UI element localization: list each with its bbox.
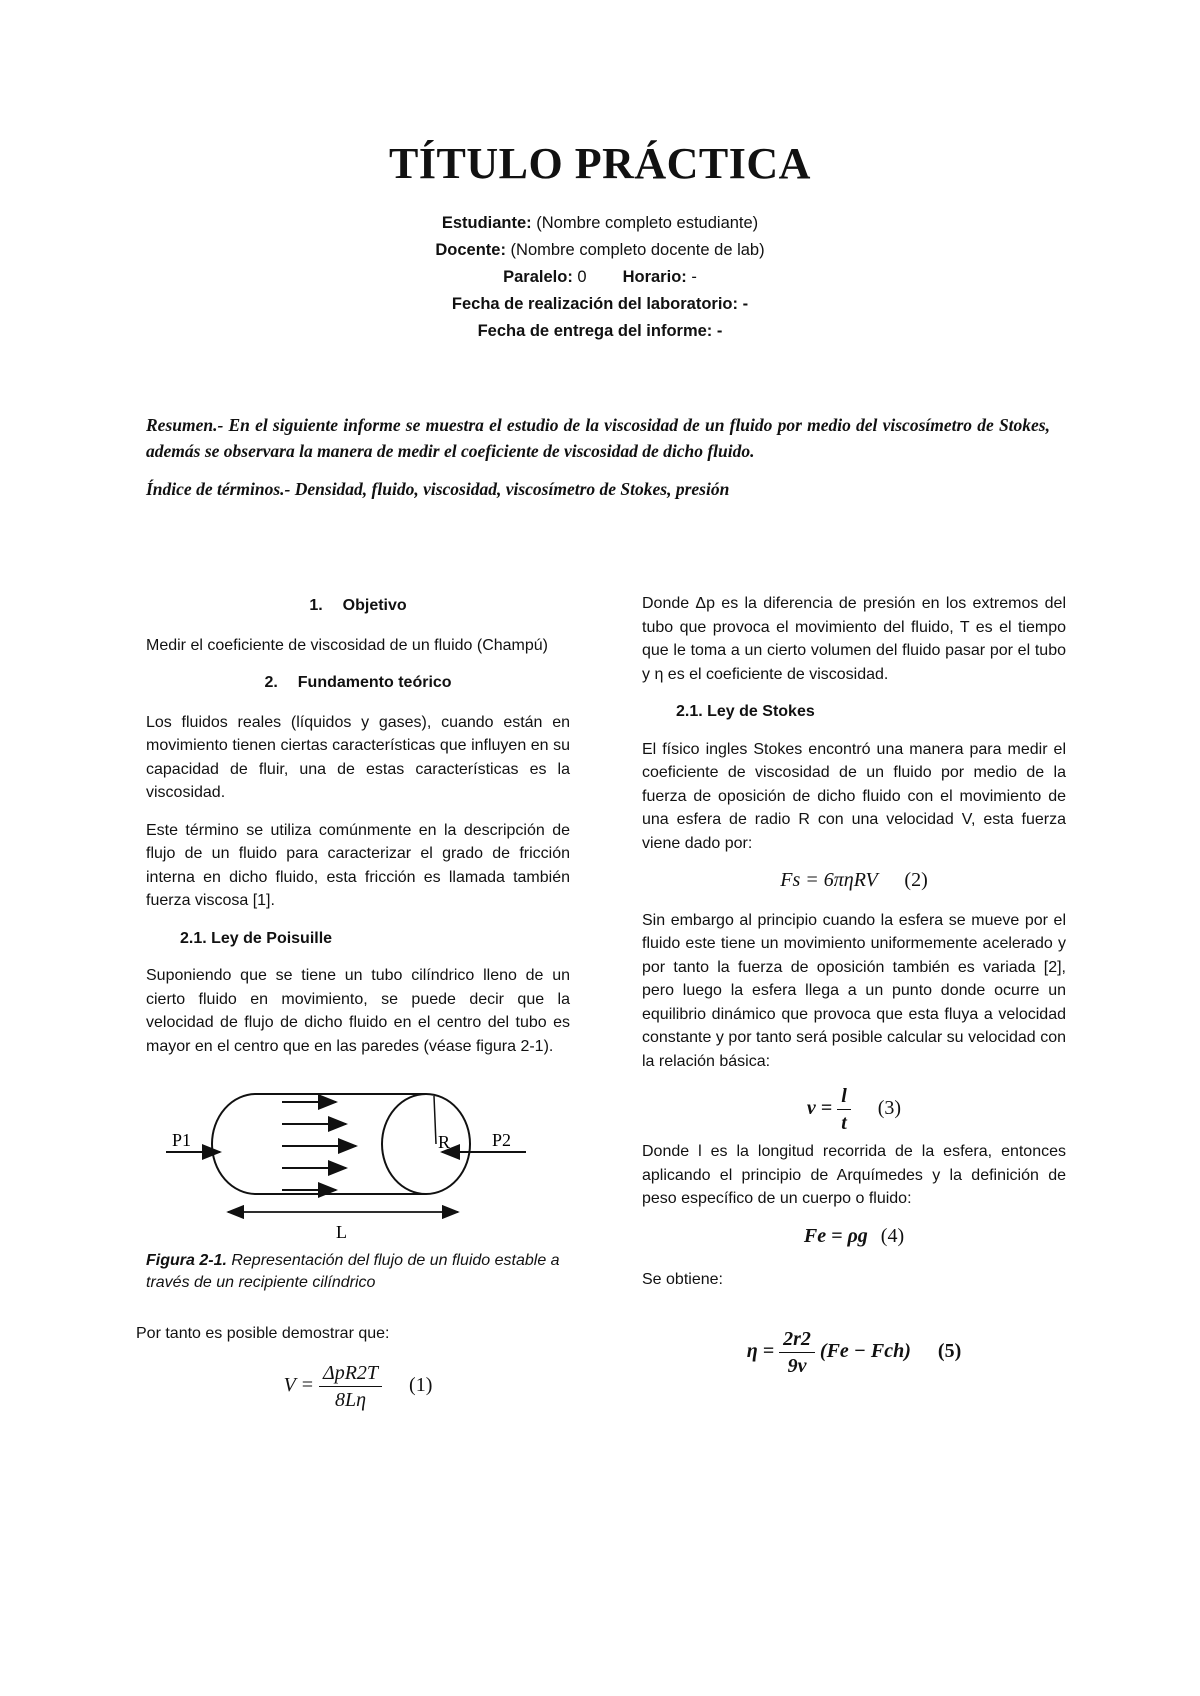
section-title: Fundamento teórico — [297, 674, 452, 691]
eq2-number: (2) — [904, 869, 928, 891]
teacher-line — [0, 237, 1200, 264]
eq3-number: (3) — [877, 1097, 902, 1120]
figure-caption — [146, 1250, 570, 1294]
teacher-value: (Nombre completo docente de lab) — [505, 241, 765, 259]
student-label: Estudiante: — [441, 214, 532, 232]
section-number: 1. — [309, 597, 323, 614]
document-title: TÍTULO PRÁCTICA — [389, 139, 811, 188]
paragraph: Los fluidos reales (líquidos y gases), cuando están en movimiento tienen ciertas características que influyen en su capacidad de fluir, una de estas características es la viscosidad. — [146, 713, 570, 801]
fecha-entrega-value: - — [712, 322, 723, 340]
equation-4 — [642, 1225, 1066, 1249]
fecha-realizacion-value: - — [737, 295, 749, 313]
eq1-fraction — [319, 1360, 382, 1413]
label-p2: P2 — [492, 1130, 512, 1150]
figure-cylinder-flow — [146, 1072, 570, 1242]
section-heading-objetivo — [146, 594, 570, 618]
label-r: R — [438, 1132, 451, 1152]
abstract-resumen: Resumen.- En el siguiente informe se muestra el estudio de la viscosidad de un fluido por medio del viscosímetro de Stokes, además se observara la manera de medir el coeficiente de viscosidad de dicho fluido. — [146, 415, 1050, 461]
eq3-lhs: v = — [806, 1097, 833, 1120]
paralelo-value: 0 — [572, 268, 587, 286]
fecha-entrega-line — [0, 318, 1200, 345]
label-l: L — [336, 1222, 347, 1242]
abstract — [146, 412, 1050, 514]
fecha-realizacion-line — [0, 291, 1200, 318]
paralelo-horario-line — [0, 264, 1200, 291]
right-column — [642, 592, 1066, 1395]
teacher-label: Docente: — [435, 241, 506, 259]
equation-2 — [642, 869, 1066, 893]
fecha-realizacion-label: Fecha de realización del laboratorio: — [451, 295, 738, 313]
eq3-denominator: t — [841, 1112, 847, 1134]
left-column — [136, 594, 570, 1429]
radius-line — [434, 1096, 436, 1144]
eq2-body: Fs = 6πηRV — [780, 869, 878, 891]
student-value: (Nombre completo estudiante) — [531, 214, 759, 232]
section-title: Objetivo — [342, 597, 407, 614]
eq4-body: Fe = ρg — [803, 1224, 868, 1247]
equation-3 — [642, 1083, 1066, 1136]
eq3-fraction — [837, 1083, 851, 1136]
horario-label: Horario: — [622, 268, 687, 286]
eq5-numerator: 2r2 — [779, 1326, 815, 1353]
fecha-entrega-label: Fecha de entrega del informe: — [477, 322, 713, 340]
subsection-heading-poisuille: 2.1. Ley de Poisuille — [180, 929, 333, 947]
eq1-lhs: V = — [283, 1373, 314, 1396]
paralelo-label: Paralelo: — [503, 268, 573, 286]
horario-value: - — [686, 268, 697, 286]
equation-5 — [642, 1326, 1066, 1379]
subsection-heading-stokes: 2.1. Ley de Stokes — [676, 703, 815, 720]
paragraph: Por tanto es posible demostrar que: — [136, 1325, 390, 1342]
eq3-numerator: l — [837, 1083, 851, 1110]
paragraph: Sin embargo al principio cuando la esfera se mueve por el fluido este tiene un movimiento uniformemente acelerado y por tanto la fuerza de oposición también es variada [2], pero luego la esfera llega a un punto donde ocurre un equilibrio dinámico que provoca que esta fluya a velocidad constante y por tanto será posible calcular su velocidad con la relación básica: — [642, 911, 1066, 1070]
eq5-lhs: η = — [746, 1339, 775, 1362]
tube-end-ellipse — [382, 1094, 470, 1194]
eq4-number: (4) — [880, 1224, 905, 1247]
eq1-denominator: 8Lη — [334, 1388, 367, 1411]
paragraph: Se obtiene: — [642, 1271, 723, 1288]
eq1-numerator: ΔpR2T — [319, 1360, 382, 1387]
eq5-fraction — [779, 1326, 815, 1379]
author-info — [0, 210, 1200, 345]
paragraph: El físico ingles Stokes encontró una manera para medir el coeficiente de viscosidad de un fluido por medio de la fuerza de oposición de dicho fluido con el movimiento de una esfera de radio R con una velocidad V, esta fuerza viene dado por: — [642, 740, 1066, 852]
eq5-denominator: 9v — [787, 1354, 807, 1377]
abstract-index-terms: Índice de términos.- Densidad, fluido, viscosidad, viscosímetro de Stokes, presión — [146, 479, 730, 499]
caption-label: Figura 2-1. — [146, 1252, 227, 1269]
label-p1: P1 — [172, 1130, 192, 1150]
objective-text: Medir el coeficiente de viscosidad de un fluido (Champú) — [146, 636, 548, 654]
section-heading-fundamento — [146, 671, 570, 695]
paragraph: Este término se utiliza comúnmente en la descripción de flujo de un fluido para caracterizar el grado de fricción interna en dicho fluido, esta fricción es llamada también fuerza viscosa [1]. — [146, 821, 570, 909]
eq1-number: (1) — [409, 1373, 433, 1396]
eq5-number: (5) — [937, 1339, 962, 1362]
paragraph: Donde l es la longitud recorrida de la esfera, entonces aplicando el principio de Arquímedes y la definición de peso específico de un cuerpo o fluido: — [642, 1143, 1066, 1207]
caption-text: Representación del flujo de un fluido estable a través de un recipiente cilíndrico — [146, 1252, 560, 1291]
section-number: 2. — [264, 674, 278, 691]
paragraph: Suponiendo que se tiene un tubo cilíndrico lleno de un cierto fluido en movimiento, se puede decir que la velocidad de flujo de dicho fluido en el centro del tubo es mayor en el centro que en las paredes (véase figura 2-1). — [146, 967, 570, 1055]
student-line — [0, 210, 1200, 237]
equation-1 — [146, 1360, 570, 1413]
paragraph: Donde Δp es la diferencia de presión en los extremos del tubo que provoca el movimiento del fluido, T es el tiempo que le toma a un cierto volumen del fluido pasar por el tubo y η es el coeficiente de viscosidad. — [642, 595, 1066, 683]
eq5-rhs: (Fe − Fch) — [819, 1339, 911, 1362]
